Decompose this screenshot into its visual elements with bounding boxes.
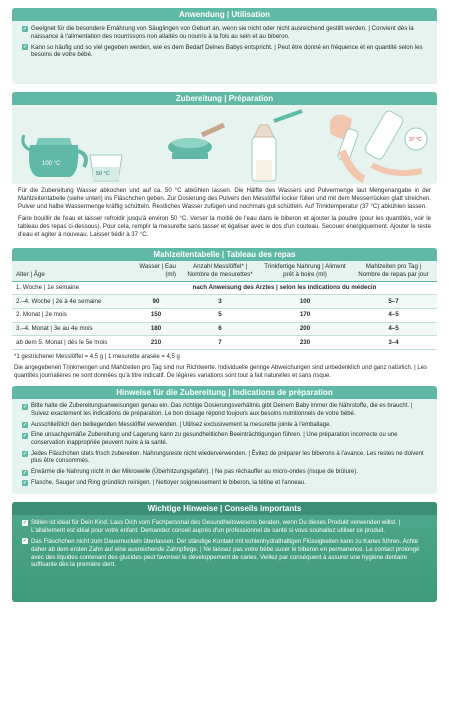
bottle-icon (252, 111, 302, 181)
hint-item (22, 480, 427, 488)
row-age: 2.–4. Woche | 2e à 4e semaine (12, 295, 132, 309)
hint-item-text: Jedes Fläschchen stets frisch zubereiten. Nahrungsreste nicht wiederverwenden. | Évitez de préparer les biberons à l'avance. Les restes ne doivent plus être consommés. (31, 450, 424, 465)
row-scoops: 3 (180, 295, 260, 309)
preparation-title: Zubereitung | Préparation (12, 92, 437, 105)
preparation-illustration (12, 105, 437, 184)
table-footnote: *1 gestrichener Messlöffel = 4,5 g | 1 mesurette arasée = 4,5 g (14, 353, 180, 360)
row-scoops: 7 (180, 336, 260, 350)
table-row (12, 295, 437, 309)
feeding-table-section (12, 248, 437, 350)
hint-item-text: Bitte halte die Zubereitungsanweisungen genau ein. Das richtige Dosierungsverhältnis gibt Deinem Baby immer die Nährstoffe, die es braucht. | Suivez exactement les indications de préparation. Le bon dosage répond toujours aux besoins nutritionnels de votre bébé. (31, 403, 413, 417)
check-icon: ✓ (22, 469, 28, 476)
hints-title: Hinweise für die Zubereitung | Indications de préparation (12, 386, 437, 399)
row-water: 150 (132, 308, 180, 322)
row-ready: 230 (260, 336, 350, 350)
kettle-icon (23, 135, 86, 177)
row-water: 180 (132, 322, 180, 336)
usage-item (22, 25, 427, 41)
table-header-row (12, 261, 437, 282)
hints-list (12, 399, 437, 487)
row-ready: 200 (260, 322, 350, 336)
header-meals: Mahlzeiten pro Tag | Nombre de repas par jour (350, 261, 437, 282)
temp-100-label: 100 °C (42, 161, 61, 167)
row-ready: 170 (260, 308, 350, 322)
table-row (12, 308, 437, 322)
doctor-note: nach Anweisung des Arztes | selon les indications du médecin (132, 281, 437, 295)
hint-item (22, 432, 427, 447)
feeding-bottle-icon (363, 109, 427, 173)
header-scoops: Anzahl Messlöffel* | Nombre de mesurettes* (180, 261, 260, 282)
row-meals: 3–4 (350, 336, 437, 350)
row-scoops: 6 (180, 322, 260, 336)
feeding-table-title: Mahlzeitentabelle | Tableau des repas (12, 248, 437, 261)
table-row (12, 336, 437, 350)
preparation-text-fr: Faire bouillir de l'eau et laisser refroidir jusqu'à environ 50 °C. Verser la moitié de l'eau dans le biberon et ajouter la poudre (pour les quantités, voir le tableau des repas ci-dessous). Pour cela, remplir la mesurette sans tasser et égaliser avec le dos d'un couteau. Secouer énergiquement. Ajouter le reste d'eau et agiter à nouveau. Laisser tiédir à 37 °C. (18, 214, 431, 238)
usage-section (12, 8, 437, 84)
row-age: 2. Monat | 2e mois (12, 308, 132, 322)
important-list (12, 515, 437, 569)
hand-icon (330, 115, 364, 179)
hint-item (22, 422, 427, 430)
row-age: 1. Woche | 1e semaine (12, 281, 132, 295)
usage-title: Anwendung | Utilisation (12, 8, 437, 21)
row-water: 90 (132, 295, 180, 309)
usage-item-text: Geeignet für die besondere Ernährung von Säuglingen von Geburt an, wenn sie nicht oder nicht ausreichend gestillt werden. | Convient dès la naissance à l'alimentation des nourrissons non allaités ou nourris à la fois au sein et au biberon. (31, 25, 414, 40)
row-age: ab dem 5. Monat | dès le 5e mois (12, 336, 132, 350)
row-ready: 100 (260, 295, 350, 309)
table-row (12, 281, 437, 295)
row-scoops: 5 (180, 308, 260, 322)
preparation-text-de: Für die Zubereitung Wasser abkochen und auf ca. 50 °C abkühlen lassen. Die Hälfte des Wassers und Pulvermenge laut Mengenangabe in der Mahlzeitentabelle (siehe unten) ins Fläschchen geben. Zur Dosierung des Pulvers den Messlöffel locker füllen und mit dem Messerrücken glatt streichen. Pulver und halbe Wassermenge kräftig schütteln. Restliches Wasser zufügen und nochmals gut schütteln. Auf Trinktemperatur (37 °C) abkühlen lassen. (18, 187, 431, 210)
temp-50-label: 50 °C (96, 171, 110, 177)
table-note: Die angegebenen Trinkmengen und Mahlzeiten pro Tag sind nur Richtwerte. Individuelle geringe Abweichungen sind unbedenklich und ganz natürlich. | Les quantités journalières ne sont données qu'à titre indicatif. De légères variations sont tout à fait naturelles et sans risque. (14, 364, 428, 379)
hint-item-text: Flasche, Sauger und Ring gründlich reinigen. | Nettoyer soigneusement le biberon, la tétine et l'anneau. (31, 479, 306, 486)
hint-item-text: Ausschließlich den beiliegenden Messlöffel verwenden. | Utilisez exclusivement la mesurette jointe à l'emballage. (31, 421, 332, 428)
check-icon: ✓ (22, 403, 28, 410)
hint-item (22, 469, 427, 477)
hints-section (12, 386, 437, 494)
preparation-section (12, 92, 437, 184)
row-meals: 4–5 (350, 308, 437, 322)
temp-37-label: 37 °C (409, 137, 422, 143)
header-water: Wasser | Eau (ml) (132, 261, 180, 282)
check-icon: ✓ (22, 422, 28, 429)
hint-item-text: Eine unsachgemäße Zubereitung und Lagerung kann zu gesundheitlichen Beeinträchtigungen führen. | Une préparation incorrecte ou une conservation inappropriée peuvent nuire à la santé. (31, 432, 398, 447)
hint-item-text: Erwärme die Nahrung nicht in der Mikrowelle (Überhitzungsgefahr). | Ne pas réchauffer au micro-ondes (risque de brûlure). (31, 469, 358, 476)
preparation-text (12, 184, 437, 246)
important-item-text: Stillen ist ideal für Dein Kind. Lass Dich vom Fachpersonal des Gesundheitswesens beraten, wenn Du dieses Produkt verwenden willst. | L'allaitement est idéal pour votre enfant. Demandez conseil auprès d'un professionnel de santé si vous souhaitez utiliser ce produit. (31, 519, 401, 535)
header-age: Alter | Âge (12, 261, 132, 282)
important-item (22, 538, 427, 569)
important-title: Wichtige Hinweise | Conseils importants (12, 502, 437, 515)
check-icon: ✓ (22, 451, 28, 458)
table-notes (12, 350, 437, 382)
important-item (22, 519, 427, 535)
check-icon: ✓ (22, 538, 28, 545)
check-icon: ✓ (22, 432, 28, 439)
check-icon: ✓ (22, 480, 28, 487)
table-row (12, 322, 437, 336)
row-meals: 4–5 (350, 322, 437, 336)
row-meals: 5–7 (350, 295, 437, 309)
usage-item (22, 44, 427, 60)
hint-item (22, 451, 427, 466)
check-icon: ✓ (22, 519, 28, 526)
feeding-table (12, 261, 437, 350)
row-water: 210 (132, 336, 180, 350)
important-item-text: Das Fläschchen nicht zum Dauernuckeln überlassen. Der ständige Kontakt mit kohlenhydrathaltigen Flüssigkeiten kann zu Karies führen. Achte daher ab dem ersten Zahn auf eine ausreichende Zahnpflege. | Ne laissez pas votre bébé sucer le biberon en permanence. Le contact prolongé avec des liquides contenant des glucides peut favoriser le développement de caries. Veillez par conséquent à assurer une hygiène dentaire suffisante dès la première dent. (31, 537, 420, 569)
glass-icon (90, 155, 122, 181)
header-ready: Trinkfertige Nahrung | Aliment prêt à boire (ml) (260, 261, 350, 282)
scoop-icon (168, 125, 224, 159)
check-icon: ✓ (22, 25, 28, 32)
check-icon: ✓ (22, 44, 28, 51)
usage-item-text: Kann so häufig und so viel gegeben werden, wie es dem Bedarf Deines Babys entspricht. | Peut être donné en fréquence et en quantité selon les besoins de votre bébé. (31, 43, 423, 59)
row-age: 3.–4. Monat | 3e au 4e mois (12, 322, 132, 336)
hint-item (22, 403, 427, 418)
important-section (12, 502, 437, 602)
usage-list (12, 21, 437, 59)
